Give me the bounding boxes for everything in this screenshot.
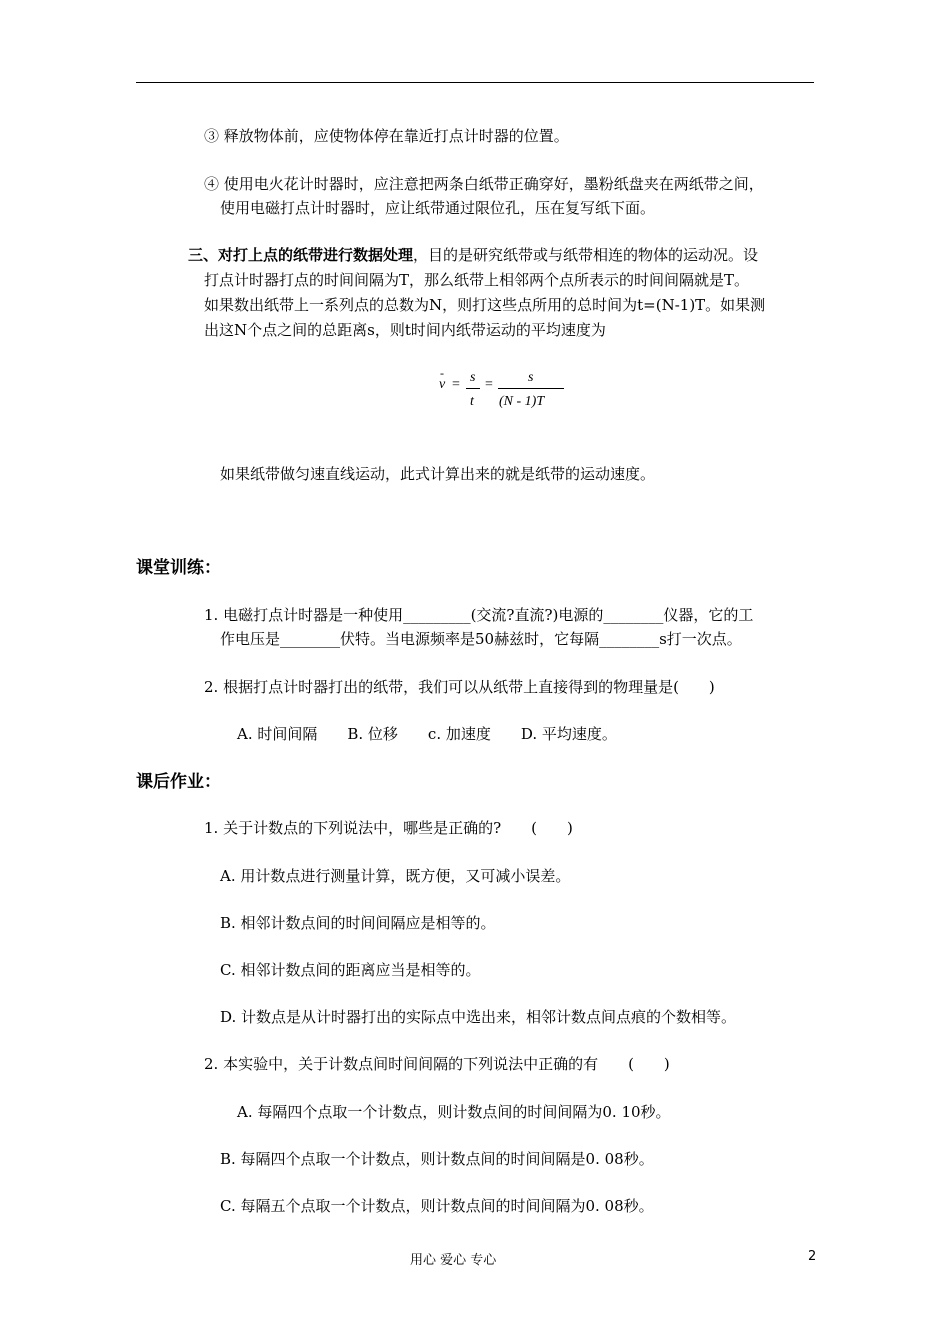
formula-equals: = [452, 377, 460, 392]
answer-option: B. 相邻计数点间的时间间隔应是相等的。 [220, 914, 496, 932]
fraction-bar [498, 388, 564, 389]
classwork-heading: 课堂训练： [136, 558, 221, 578]
paragraph-line: ③ 释放物体前，应使物体停在靠近打点计时器的位置。 [204, 127, 569, 145]
formula-numerator-s: s [528, 370, 534, 385]
section-three-text: ，目的是研究纸带或与纸带相连的物体的运动况。设 [413, 246, 759, 264]
paragraph-line: 打点计时器打点的时间间隔为T，那么纸带上相邻两个点所表示的时间间隔就是T。 [204, 271, 750, 289]
paragraph-line: 出这N个点之间的总距离s，则t时间内纸带运动的平均速度为 [204, 321, 606, 339]
answer-option: B. 每隔四个点取一个计数点，则计数点间的时间间隔是0. 08秒。 [220, 1150, 654, 1168]
page-number: 2 [808, 1249, 817, 1264]
formula-denominator: (N - 1)T [499, 394, 545, 409]
homework-heading: 课后作业： [136, 772, 221, 792]
answer-option: C. 相邻计数点间的距离应当是相等的。 [220, 961, 481, 979]
formula-numerator-s: s [470, 370, 476, 385]
header-rule [136, 82, 814, 83]
section-three-line [188, 245, 758, 265]
paragraph-line: 如果数出纸带上一系列点的总数为N，则打这些点所用的总时间为t=(N-1)T。如果测 [204, 296, 766, 314]
answer-option: D. 计数点是从计时器打出的实际点中选出来，相邻计数点间点痕的个数相等。 [220, 1008, 737, 1026]
question-line: 1. 电磁打点计时器是一种使用_________(交流?直流?)电源的________仪器，它的工 [204, 606, 754, 624]
average-velocity-formula [436, 366, 576, 416]
question-line: 1. 关于计数点的下列说法中，哪些是正确的? ( ) [204, 819, 573, 837]
formula-equals: = [485, 377, 493, 392]
question-line: 2. 根据打点计时器打出的纸带，我们可以从纸带上直接得到的物理量是( ) [204, 678, 715, 696]
section-three-heading: 三、对打上点的纸带进行数据处理 [188, 246, 414, 264]
answer-option: A. 每隔四个点取一个计数点，则计数点间的时间间隔为0. 10秒。 [237, 1103, 671, 1121]
question-line: 2. 本实验中，关于计数点间时间间隔的下列说法中正确的有 ( ) [204, 1055, 670, 1073]
answer-option: C. 每隔五个点取一个计数点，则计数点间的时间间隔为0. 08秒。 [220, 1197, 654, 1215]
footer-motto: 用心 爱心 专心 [410, 1253, 497, 1268]
paragraph-line: ④ 使用电火花计时器时，应注意把两条白纸带正确穿好，墨粉纸盘夹在两纸带之间， [204, 175, 764, 193]
paragraph-line: 如果纸带做匀速直线运动，此式计算出来的就是纸带的运动速度。 [220, 465, 656, 483]
question-line: 作电压是________伏特。当电源频率是50赫兹时，它每隔________s打一次点。 [220, 630, 742, 648]
answer-option: A. 用计数点进行测量计算，既方便，又可减小误差。 [220, 867, 571, 885]
fraction-bar [466, 388, 480, 389]
formula-denominator-t: t [470, 394, 474, 409]
answer-options: A. 时间间隔 B. 位移 c. 加速度 D. 平均速度。 [237, 725, 617, 743]
formula-overbar: - [440, 366, 444, 380]
formula-v: v [439, 377, 446, 392]
paragraph-line: 使用电磁打点计时器时，应让纸带通过限位孔，压在复写纸下面。 [220, 199, 656, 217]
